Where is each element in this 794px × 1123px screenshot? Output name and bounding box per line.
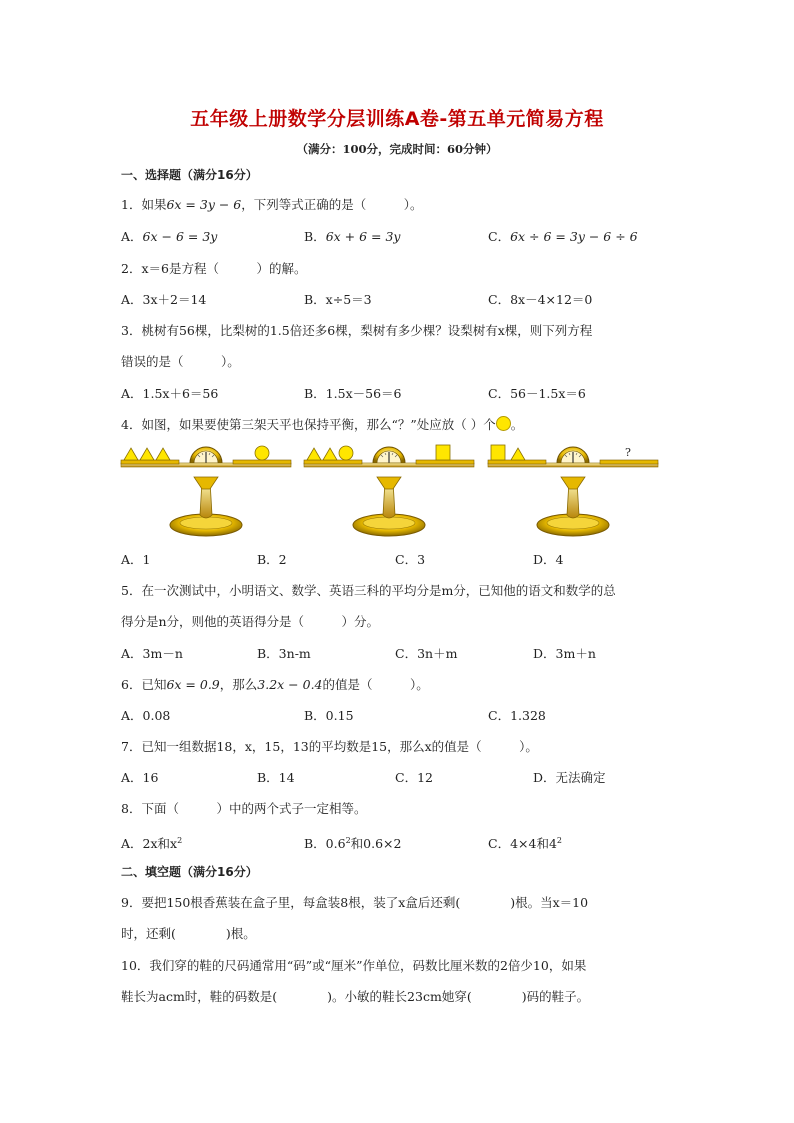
question-10-line2: 鞋长为acm时，鞋的码数是( )。小敏的鞋长23cm她穿( )码的鞋子。: [121, 989, 590, 1004]
question-9-line1: 9．要把150根香蕉装在盒子里，每盒装8根，装了x盒后还剩( )根。当x＝10: [121, 895, 589, 910]
triangle-icon: [156, 448, 170, 460]
q1-option-b[interactable]: B．6x + 6 = 3y: [304, 229, 401, 244]
q5-option-b[interactable]: B．3n-m: [257, 646, 311, 661]
q7-option-a[interactable]: A．16: [121, 770, 159, 785]
q8-option-a[interactable]: A．2x和$x^2$: [121, 836, 183, 852]
section-heading-fill: 二、填空题（满分16分）: [121, 865, 258, 879]
q1-equation: 6x = 3y − 6: [166, 197, 242, 212]
q8-option-b[interactable]: B．$0.6^2$和0.6×2: [304, 836, 402, 852]
question-10-line1: 10．我们穿的鞋的尺码通常用“码”或“厘米”作单位，码数比厘米数的2倍少10，如果: [121, 958, 587, 973]
balance-scale-1: [121, 446, 291, 536]
q1-pre: 1．如果: [121, 197, 167, 212]
triangle-icon: [140, 448, 154, 460]
section-heading-choice: 一、选择题（满分16分）: [121, 168, 258, 182]
question-5-stem-line2: 得分是n分，则他的英语得分是（ ）分。: [121, 614, 380, 629]
triangle-icon: [307, 448, 321, 460]
q5-option-a[interactable]: A．3m－n: [121, 646, 183, 661]
q6-option-c[interactable]: C．1.328: [488, 708, 546, 723]
triangle-icon: [323, 448, 337, 460]
square-icon: [491, 445, 505, 460]
question-3-stem-line1: 3．桃树有56棵，比梨树的1.5倍还多6棵，梨树有多少棵？设梨树有x棵，则下列方程: [121, 323, 593, 338]
question-5-stem-line1: 5．在一次测试中，小明语文、数学、英语三科的平均分是m分，已知他的语文和数学的总: [121, 583, 616, 598]
q4-option-a[interactable]: A．1: [121, 552, 151, 567]
q2-option-b[interactable]: B．x÷5＝3: [304, 292, 372, 307]
q2-option-a[interactable]: A．3x＋2＝14: [121, 292, 207, 307]
triangle-icon: [124, 448, 138, 460]
q7-option-b[interactable]: B．14: [257, 770, 295, 785]
q5-option-c[interactable]: C．3n＋m: [395, 646, 458, 661]
q4-option-b[interactable]: B．2: [257, 552, 287, 567]
question-1-stem: [121, 196, 423, 214]
balance-scale-2: [304, 445, 474, 536]
circle-icon: [255, 446, 269, 460]
square-icon: [436, 445, 450, 460]
q3-option-a[interactable]: A．1.5x＋6＝56: [121, 386, 219, 401]
q6-equation: 6x = 0.9: [166, 677, 220, 692]
q1-option-c[interactable]: C．6x ÷ 6 = 3y − 6 ÷ 6: [488, 229, 638, 244]
question-2-stem: 2．x＝6是方程（ ）的解。: [121, 261, 307, 276]
q6-expression: 3.2x − 0.4: [257, 677, 323, 692]
q3-option-c[interactable]: C．56－1.5x＝6: [488, 386, 586, 401]
question-8-stem: 8．下面（ ）中的两个式子一定相等。: [121, 801, 367, 816]
circle-icon: [339, 446, 353, 460]
q4-option-d[interactable]: D．4: [533, 552, 564, 567]
yellow-circle-icon: [496, 416, 511, 431]
q1-option-a[interactable]: A．6x − 6 = 3y: [121, 229, 218, 244]
q6-option-b[interactable]: B．0.15: [304, 708, 354, 723]
question-mark: ?: [625, 446, 631, 459]
q4-option-c[interactable]: C．3: [395, 552, 426, 567]
q1-post: ，下列等式正确的是（ ）。: [241, 197, 423, 212]
page-subtitle: （满分：100分，完成时间：60分钟）: [296, 142, 498, 156]
question-9-line2: 时，还剩( )根。: [121, 926, 256, 941]
q7-option-c[interactable]: C．12: [395, 770, 433, 785]
q6-option-a[interactable]: A．0.08: [121, 708, 171, 723]
question-6-stem: 6．已知6x = 0.9，那么3.2x − 0.4的值是（ ）。: [121, 677, 429, 692]
q5-option-d[interactable]: D．3m＋n: [533, 646, 596, 661]
question-4-stem: 4．如图，如果要使第三架天平也保持平衡，那么“？”处应放（ ）个 。: [121, 417, 524, 432]
balance-scale-3: [488, 445, 658, 536]
q3-option-b[interactable]: B．1.5x－56＝6: [304, 386, 402, 401]
question-3-stem-line2: 错误的是（ ）。: [121, 354, 240, 369]
page-title: 五年级上册数学分层训练A卷-第五单元简易方程: [190, 108, 604, 130]
q2-option-c[interactable]: C．8x－4×12＝0: [488, 292, 593, 307]
triangle-icon: [511, 448, 525, 460]
balance-scales-figure: [121, 443, 631, 543]
question-7-stem: 7．已知一组数据18，x，15，13的平均数是15，那么x的值是（ ）。: [121, 739, 538, 754]
q7-option-d[interactable]: D．无法确定: [533, 770, 606, 785]
q8-option-c[interactable]: C．4×4和$4^2$: [488, 836, 562, 852]
